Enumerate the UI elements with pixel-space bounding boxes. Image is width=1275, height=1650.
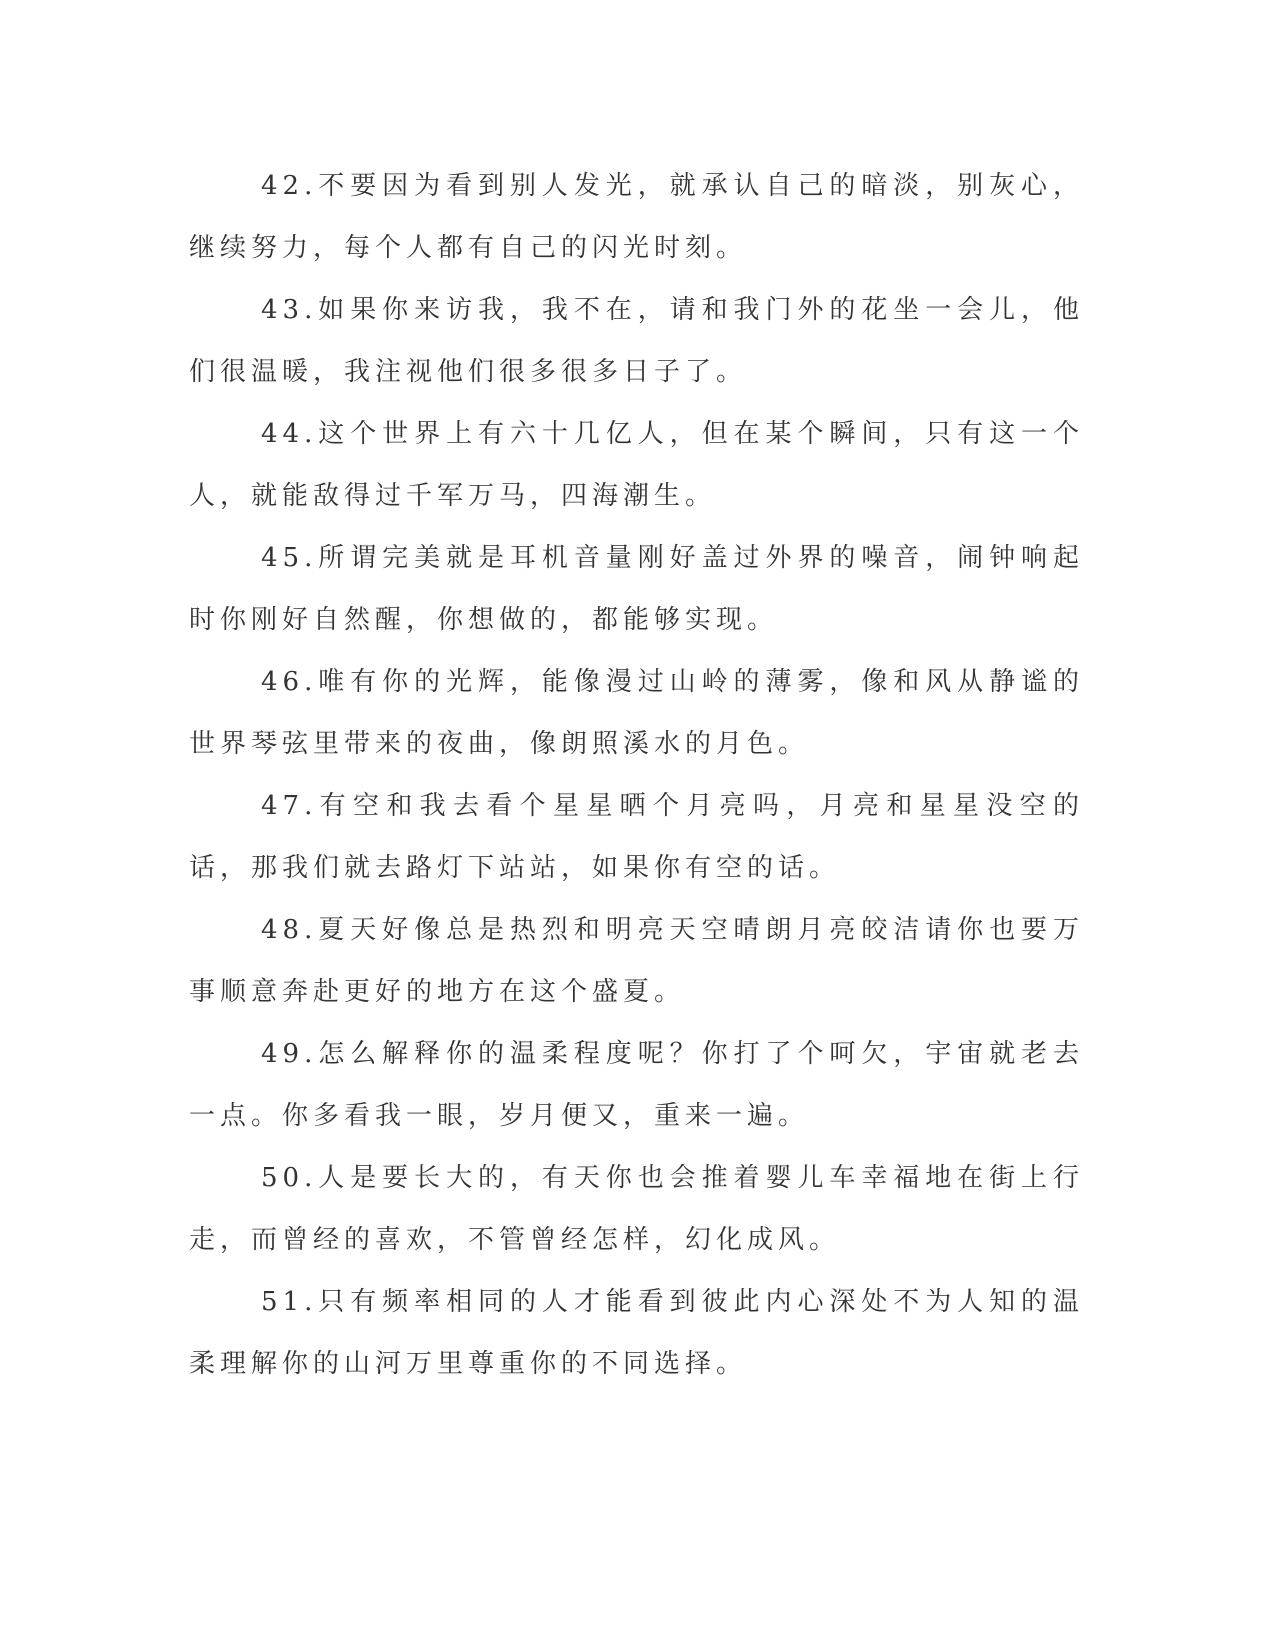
document-body [189, 155, 1084, 1395]
paragraph-50: 50.人是要长大的，有天你也会推着婴儿车幸福地在街上行走，而曾经的喜欢，不管曾经怎样，幻化成风。 [189, 1163, 1084, 1255]
paragraph-46: 46.唯有你的光辉，能像漫过山岭的薄雾，像和风从静谧的世界琴弦里带来的夜曲，像朗照溪水的月色。 [189, 667, 1084, 759]
paragraph-48: 48.夏天好像总是热烈和明亮天空晴朗月亮皎洁请你也要万事顺意奔赴更好的地方在这个盛夏。 [189, 915, 1084, 1007]
paragraph-42: 42.不要因为看到别人发光，就承认自己的暗淡，别灰心，继续努力，每个人都有自己的闪光时刻。 [189, 171, 1084, 263]
paragraph-45: 45.所谓完美就是耳机音量刚好盖过外界的噪音，闹钟响起时你刚好自然醒，你想做的，都能够实现。 [189, 543, 1084, 635]
paragraph-49: 49.怎么解释你的温柔程度呢？你打了个呵欠，宇宙就老去一点。你多看我一眼，岁月便又，重来一遍。 [189, 1039, 1084, 1131]
paragraph-43: 43.如果你来访我，我不在，请和我门外的花坐一会儿，他们很温暖，我注视他们很多很多日子了。 [189, 295, 1084, 387]
paragraph-44: 44.这个世界上有六十几亿人，但在某个瞬间，只有这一个人，就能敌得过千军万马，四海潮生。 [189, 419, 1084, 511]
paragraph-51: 51.只有频率相同的人才能看到彼此内心深处不为人知的温柔理解你的山河万里尊重你的不同选择。 [189, 1287, 1084, 1379]
paragraph-47: 47.有空和我去看个星星晒个月亮吗，月亮和星星没空的话，那我们就去路灯下站站，如果你有空的话。 [189, 791, 1084, 883]
